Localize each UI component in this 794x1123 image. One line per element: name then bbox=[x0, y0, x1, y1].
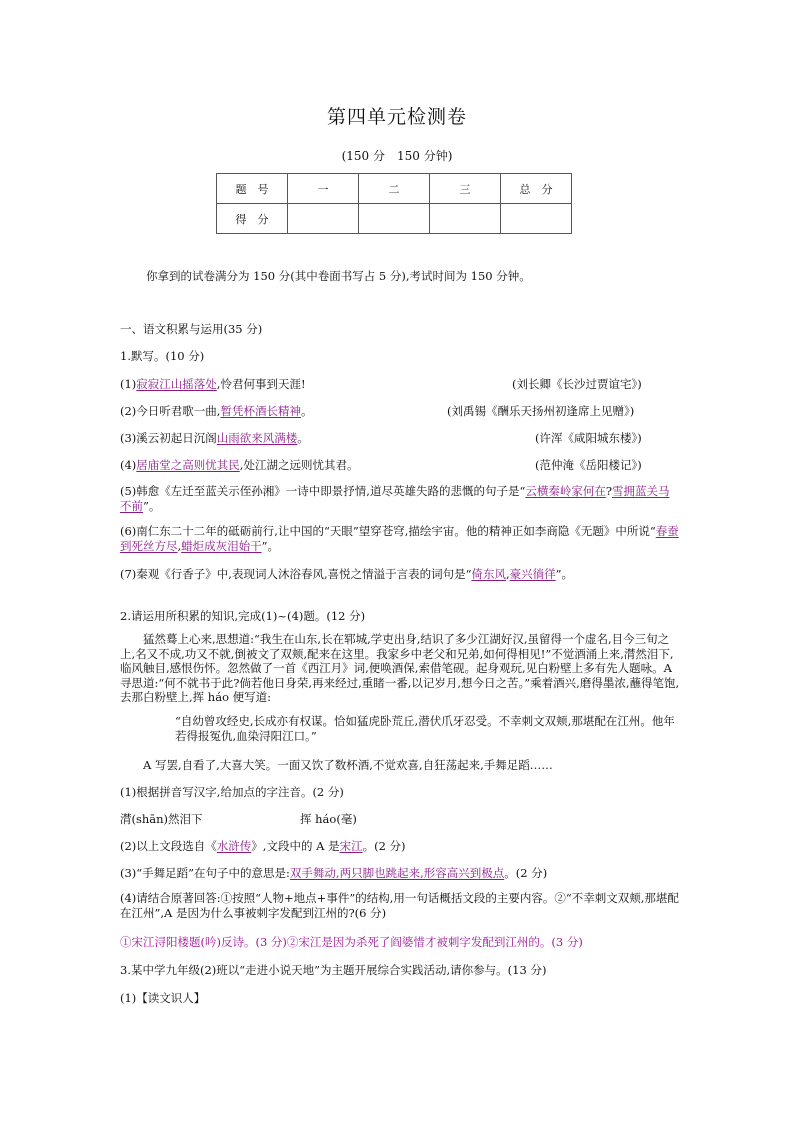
answer-text: 豪兴徜徉 bbox=[509, 567, 556, 581]
answer-text: 云横秦岭家何在 bbox=[525, 484, 606, 498]
section-heading: 一、语文积累与运用(35 分) bbox=[120, 322, 263, 336]
source-citation: (刘长卿《长沙过贾谊宅》) bbox=[512, 377, 642, 391]
answer-text: 雪拥蓝关马不前 bbox=[120, 484, 670, 513]
score-table bbox=[216, 173, 572, 234]
table-cell bbox=[288, 204, 359, 234]
answer-line bbox=[300, 811, 357, 827]
answer-text: 居庙堂之高则忧其民 bbox=[136, 458, 240, 472]
answer-text: 水浒传 bbox=[216, 839, 252, 853]
intro-text: 你拿到的试卷满分为 150 分(其中卷面书写占 5 分),考试时间为 150 分钟。 bbox=[146, 269, 531, 283]
answer-text: 春蚕到死丝方尽 bbox=[120, 524, 679, 553]
sub-question: (4)请结合原著回答:①按照“人物+地点+事件”的结构,用一句话概括文段的主要内容。②“不幸刺文双颊,那堪配在江州”,A 是因为什么事被刺字发配到江州的?(6 分) bbox=[120, 891, 679, 920]
answer-text: 双手舞动,两只脚也跳起来,形容高兴到极点 bbox=[289, 866, 505, 880]
question-heading: 1.默写。(10 分) bbox=[120, 349, 205, 363]
source-citation: (许浑《咸阳城东楼》) bbox=[535, 431, 642, 445]
score-table-row bbox=[217, 174, 572, 204]
table-cell bbox=[501, 204, 572, 234]
answer-text: 挥 háo(毫) bbox=[300, 812, 357, 826]
answer-text: 潸(shān)然泪下 bbox=[120, 812, 203, 826]
page-subtitle: (150 分 150 分钟) bbox=[341, 149, 453, 163]
sub-question: (1)根据拼音写汉字,给加点的字注音。(2 分) bbox=[120, 785, 344, 799]
answer-text: 蜡炬成灰泪始干 bbox=[181, 539, 262, 553]
question-item: (6)南仁东二十二年的砥砺前行,让中国的“天眼”望穿苍穹,描绘宇宙。他的精神正如李商隐《无题》中所说“春蚕到死丝方尽,蜡炬成灰泪始干”。 bbox=[120, 524, 679, 553]
answer-line: ①宋江浔阳楼题(吟)反诗。(3 分)②宋江是因为杀死了阎婆惜才被刺字发配到江州的。(3 分) bbox=[120, 935, 583, 949]
table-cell bbox=[359, 204, 430, 234]
poem-text: “自幼曾攻经史,长成亦有权谋。恰如猛虎卧荒丘,潜伏爪牙忍受。不幸刺文双颊,那堪配在江州。他年若得报冤仇,血染浔阳江口。” bbox=[175, 714, 675, 743]
question-item: (2)今日听君歌一曲,暂凭杯酒长精神。 bbox=[120, 404, 313, 418]
sub-question: (2)以上文段选自《水浒传》,文段中的 A 是宋江。(2 分) bbox=[120, 839, 406, 853]
passage-paragraph: 猛然蓦上心来,思想道:“我生在山东,长在郓城,学吏出身,结识了多少江湖好汉,虽留得一个虚名,目今三旬之上,名又不成,功又不就,倒被文了双颊,配来在这里。我家乡中老父和兄弟,如何得相见!”不觉酒涌上来,潸然泪下,临风触目,感恨伤怀。忽然做了一首《西江月》词,便唤酒保,索借笔砚。起身观玩,见白粉壁上多有先人题咏。A 寻思道:“何不就书于此?倘若他日身荣,再来经过,重睹一番,以记岁月,想今日之苦。”乘着酒兴,磨得墨浓,蘸得笔饱,去那白粉壁上,挥 háo 便写道: bbox=[120, 632, 680, 704]
question-item: (7)秦观《行香子》中,表现词人沐浴春风,喜悦之情溢于言表的词句是“倚东风,豪兴徜徉”。 bbox=[120, 567, 574, 581]
answer-text: 山雨欲来风满楼 bbox=[216, 431, 298, 445]
source-citation: (刘禹锡《酬乐天扬州初逢席上见赠》) bbox=[447, 404, 635, 418]
table-cell: 得 分 bbox=[217, 204, 288, 234]
answer-text: 倚东风 bbox=[471, 567, 506, 581]
question-item: (3)溪云初起日沉阁山雨欲来风满楼。 bbox=[120, 431, 309, 445]
table-cell: 题 号 bbox=[217, 174, 288, 204]
source-citation: (范仲淹《岳阳楼记》) bbox=[535, 458, 642, 472]
answer-text: 暂凭杯酒长精神 bbox=[220, 404, 301, 418]
passage-paragraph: A 写罢,自看了,大喜大笑。一面又饮了数杯酒,不觉欢喜,自狂荡起来,手舞足蹈…… bbox=[143, 758, 553, 772]
page-title: 第四单元检测卷 bbox=[326, 106, 467, 128]
question-item: (1)寂寂江山摇落处,怜君何事到天涯! bbox=[120, 377, 306, 391]
question-item: (4)居庙堂之高则忧其民,处江湖之远则忧其君。 bbox=[120, 458, 359, 472]
answer-text: 寂寂江山摇落处 bbox=[136, 377, 217, 391]
answer-line bbox=[120, 811, 203, 827]
answer-text: 宋江 bbox=[339, 839, 363, 853]
table-cell: 总 分 bbox=[501, 174, 572, 204]
table-cell: 二 bbox=[359, 174, 430, 204]
question-heading: 3.某中学九年级(2)班以“走进小说天地”为主题开展综合实践活动,请你参与。(13 分) bbox=[120, 963, 547, 977]
table-cell: 三 bbox=[430, 174, 501, 204]
question-item: (5)韩愈《左迁至蓝关示侄孙湘》一诗中即景抒情,道尽英雄失路的悲慨的句子是“云横秦岭家何在?雪拥蓝关马不前”。 bbox=[120, 484, 670, 513]
question-heading: 2.请运用所积累的知识,完成(1)~(4)题。(12 分) bbox=[120, 609, 366, 623]
table-cell: 一 bbox=[288, 174, 359, 204]
table-cell bbox=[430, 204, 501, 234]
sub-question: (3)“手舞足蹈”在句子中的意思是:双手舞动,两只脚也跳起来,形容高兴到极点。(2 分) bbox=[120, 866, 548, 880]
score-table-row bbox=[217, 204, 572, 234]
sub-question: (1)【读文识人】 bbox=[120, 991, 206, 1005]
